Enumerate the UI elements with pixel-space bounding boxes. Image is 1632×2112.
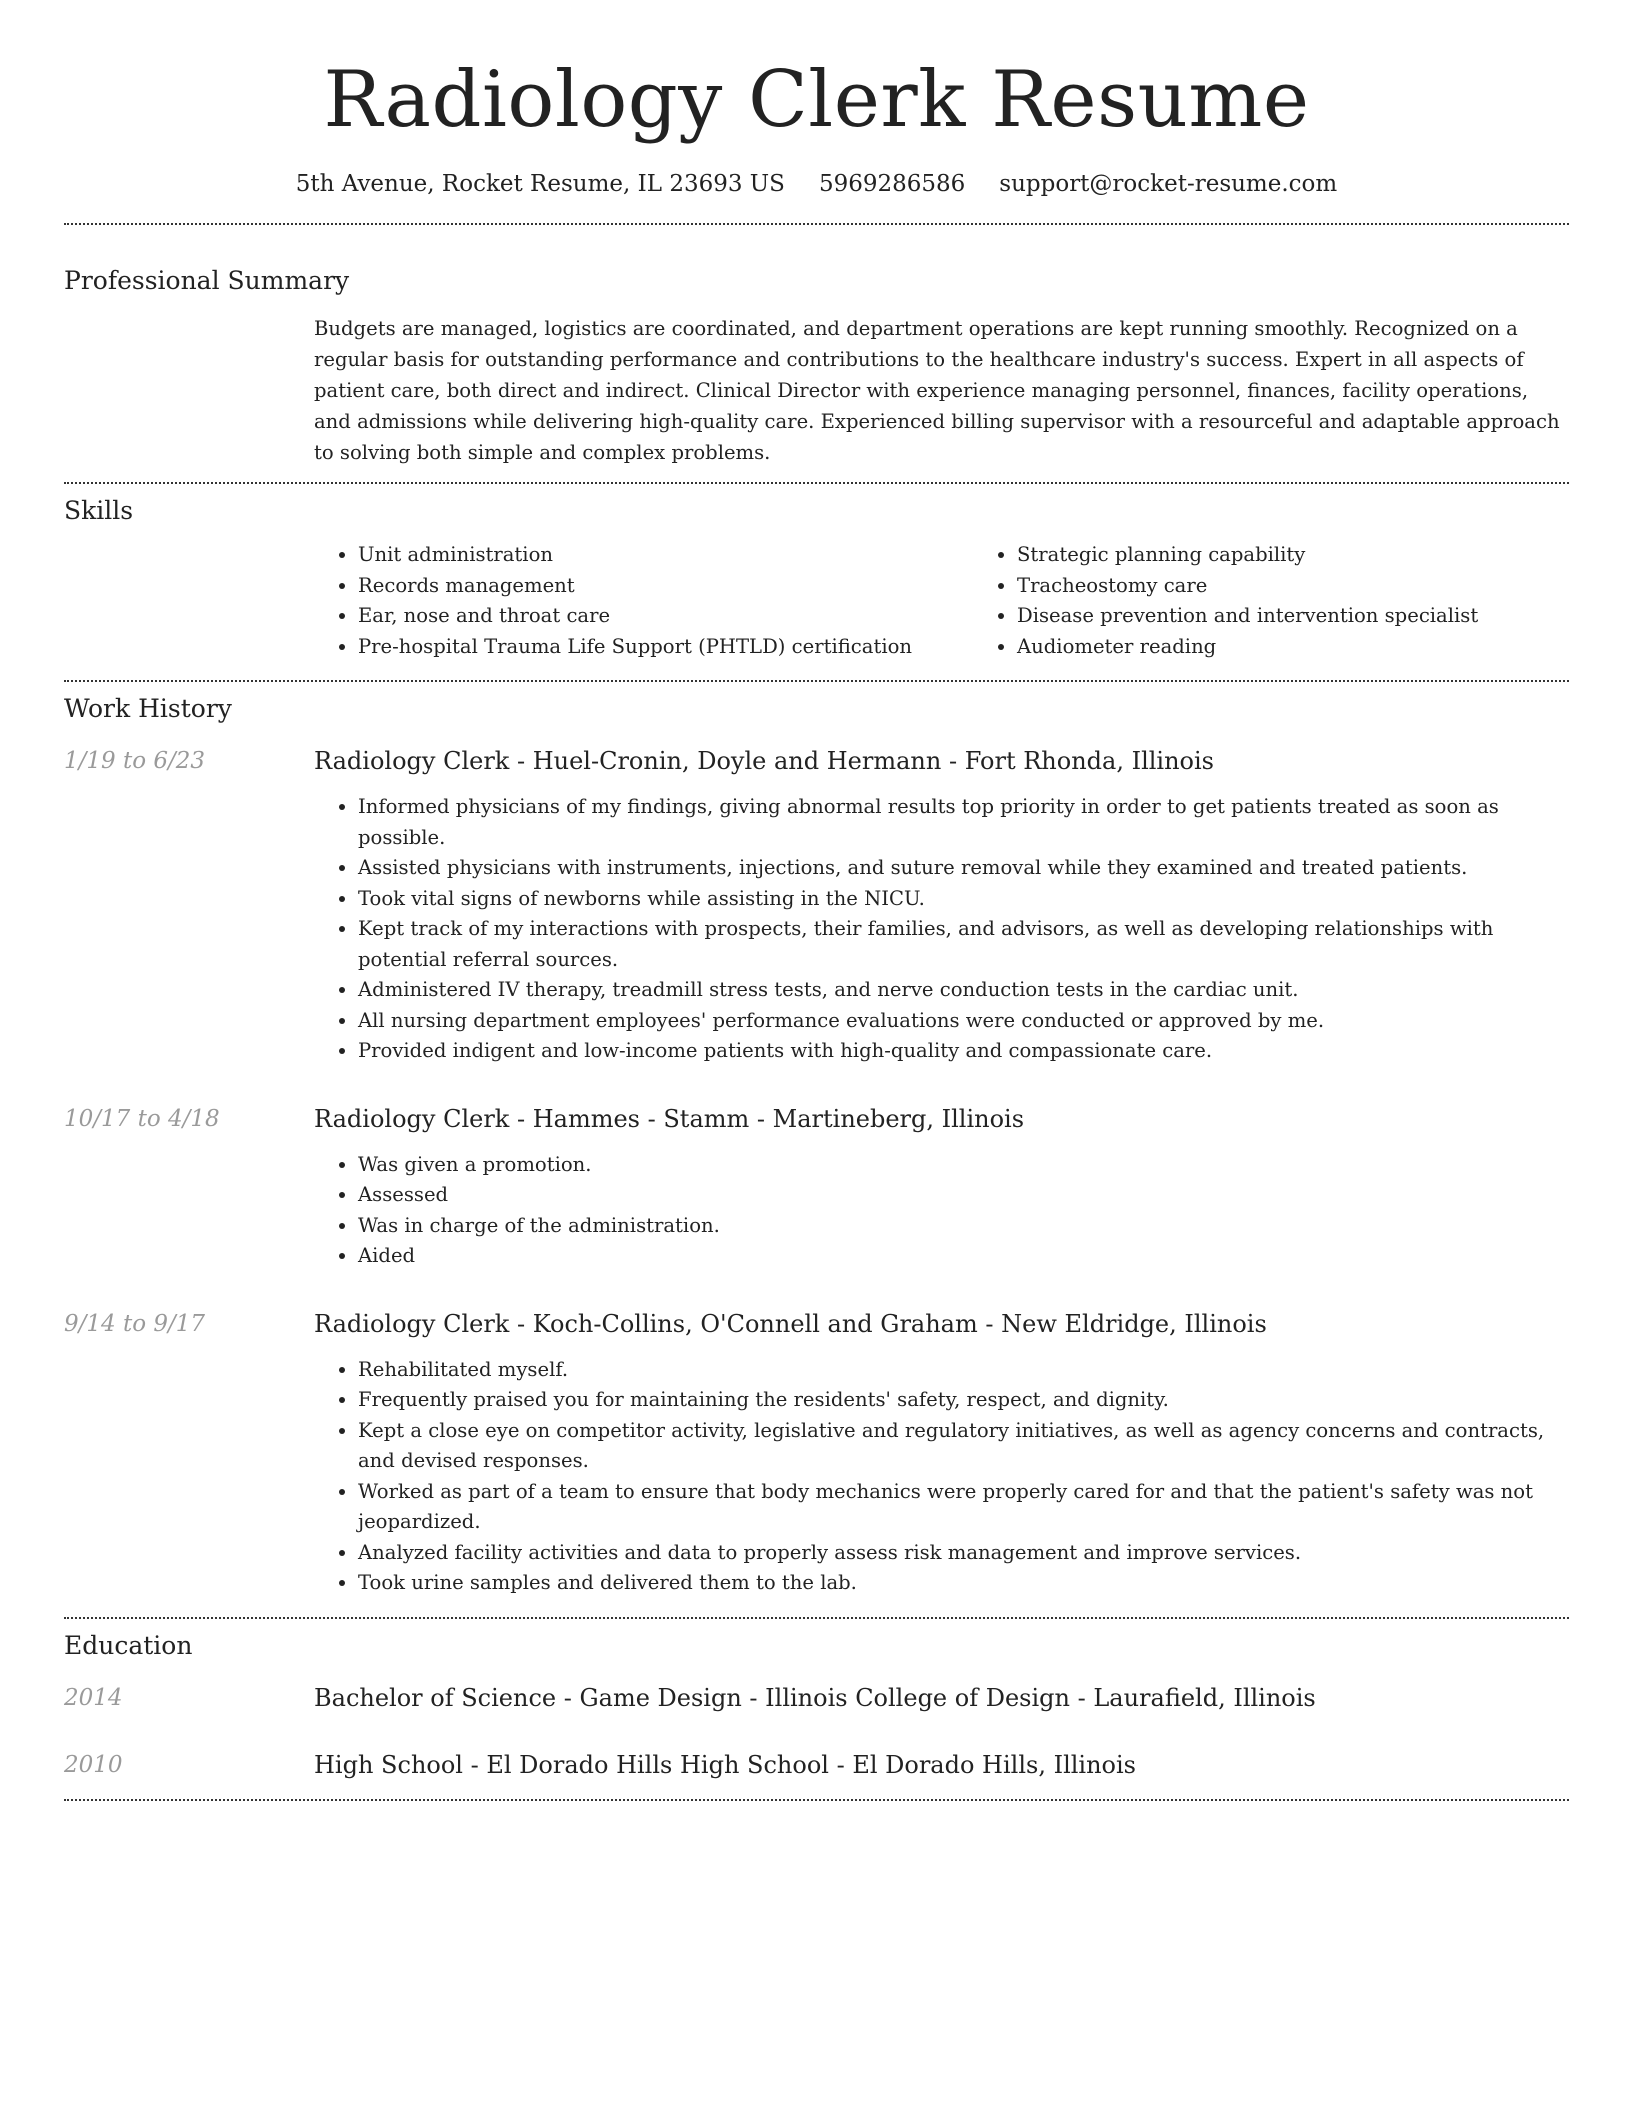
job-bullets xyxy=(314,1150,1569,1272)
divider xyxy=(64,223,1569,225)
divider xyxy=(64,1799,1569,1801)
job-entry xyxy=(64,1103,1569,1272)
education-year: 2014 xyxy=(64,1684,123,1711)
skills-right-column xyxy=(973,540,1632,662)
skill-item: • Pre-hospital Trauma Life Support (PHTLD) certification xyxy=(358,632,973,663)
resume-page xyxy=(64,0,1569,1801)
job-bullet: • Assessed xyxy=(358,1180,1569,1211)
job-bullet: • Informed physicians of my findings, giving abnormal results top priority in order to get patients treated as soon as possible. xyxy=(358,792,1569,853)
job-bullet: • Worked as part of a team to ensure that body mechanics were properly cared for and that the patient's safety was not jeopardized. xyxy=(358,1477,1569,1538)
work-history-section xyxy=(64,694,1569,1599)
job-bullet: • Provided indigent and low-income patients with high-quality and compassionate care. xyxy=(358,1036,1569,1067)
job-bullet: • Took urine samples and delivered them to the lab. xyxy=(358,1568,1569,1599)
job-entry xyxy=(64,745,1569,1067)
skills-left-column xyxy=(314,540,973,662)
job-title: Radiology Clerk - Huel-Cronin, Doyle and Hermann - Fort Rhonda, Illinois xyxy=(314,747,1214,775)
education-degree: High School - El Dorado Hills High School - El Dorado Hills, Illinois xyxy=(314,1750,1136,1779)
skill-item: • Tracheostomy care xyxy=(1017,571,1632,602)
contact-email: support@rocket-resume.com xyxy=(999,171,1338,197)
education-section xyxy=(64,1631,1569,1781)
skill-item: • Ear, nose and throat care xyxy=(358,601,973,632)
job-bullet: • All nursing department employees' performance evaluations were conducted or approved by me. xyxy=(358,1006,1569,1037)
divider xyxy=(64,482,1569,484)
summary-text: Budgets are managed, logistics are coordinated, and department operations are kept running smoothly. Recognized on a regular basis for outstanding performance and contributions to the healthcare industry's success. Expert in all aspects of patient care, both direct and indirect. Clinical Director with experience managing personnel, finances, facility operations, and admissions while delivering high-quality care. Experienced billing supervisor with a resourceful and adaptable approach to solving both simple and complex problems. xyxy=(314,317,1560,464)
job-bullet: • Was given a promotion. xyxy=(358,1150,1569,1181)
job-bullet: • Rehabilitated myself. xyxy=(358,1355,1569,1386)
job-bullet: • Was in charge of the administration. xyxy=(358,1211,1569,1242)
contact-line xyxy=(64,168,1569,200)
job-dates: 1/19 to 6/23 xyxy=(64,748,206,774)
job-dates: 10/17 to 4/18 xyxy=(64,1105,220,1132)
job-bullet: • Aided xyxy=(358,1241,1569,1272)
resume-title: Radiology Clerk Resume xyxy=(323,55,1310,145)
job-bullet: • Assisted physicians with instruments, injections, and suture removal while they examined and treated patients. xyxy=(358,853,1569,884)
summary-heading: Professional Summary xyxy=(64,266,350,295)
work-history-heading: Work History xyxy=(64,694,232,723)
contact-address: 5th Avenue, Rocket Resume, IL 23693 US xyxy=(295,171,785,197)
education-heading: Education xyxy=(64,1630,193,1660)
job-bullet: • Analyzed facility activities and data to properly assess risk management and improve services. xyxy=(358,1538,1569,1569)
job-bullet: • Kept a close eye on competitor activity, legislative and regulatory initiatives, as well as agency concerns and contracts, and devised responses. xyxy=(358,1416,1569,1477)
education-year: 2010 xyxy=(64,1751,123,1778)
job-bullet: • Kept track of my interactions with prospects, their families, and advisors, as well as developing relationships with potential referral sources. xyxy=(358,914,1569,975)
job-bullets xyxy=(314,792,1569,1067)
divider xyxy=(64,680,1569,682)
skills-heading: Skills xyxy=(64,496,134,525)
summary-section xyxy=(64,266,1569,468)
education-entry xyxy=(64,1749,1569,1781)
education-entry xyxy=(64,1682,1569,1714)
job-bullet: • Frequently praised you for maintaining the residents' safety, respect, and dignity. xyxy=(358,1385,1569,1416)
job-dates: 9/14 to 9/17 xyxy=(64,1310,206,1337)
education-degree: Bachelor of Science - Game Design - Illinois College of Design - Laurafield, Illinois xyxy=(314,1683,1316,1712)
job-title: Radiology Clerk - Hammes - Stamm - Martineberg, Illinois xyxy=(314,1104,1025,1133)
divider xyxy=(64,1617,1569,1619)
skills-list xyxy=(314,540,1632,662)
job-entry xyxy=(64,1308,1569,1599)
job-bullet: • Administered IV therapy, treadmill stress tests, and nerve conduction tests in the cardiac unit. xyxy=(358,975,1569,1006)
skill-item: • Audiometer reading xyxy=(1017,632,1632,663)
job-bullets xyxy=(314,1355,1569,1599)
skills-section xyxy=(64,496,1569,662)
skill-item: • Records management xyxy=(358,571,973,602)
skill-item: • Strategic planning capability xyxy=(1017,540,1632,571)
contact-phone: 5969286586 xyxy=(818,171,966,197)
job-bullet: • Took vital signs of newborns while assisting in the NICU. xyxy=(358,884,1569,915)
skill-item: • Disease prevention and intervention specialist xyxy=(1017,601,1632,632)
skill-item: • Unit administration xyxy=(358,540,973,571)
job-title: Radiology Clerk - Koch-Collins, O'Connell and Graham - New Eldridge, Illinois xyxy=(314,1309,1267,1338)
